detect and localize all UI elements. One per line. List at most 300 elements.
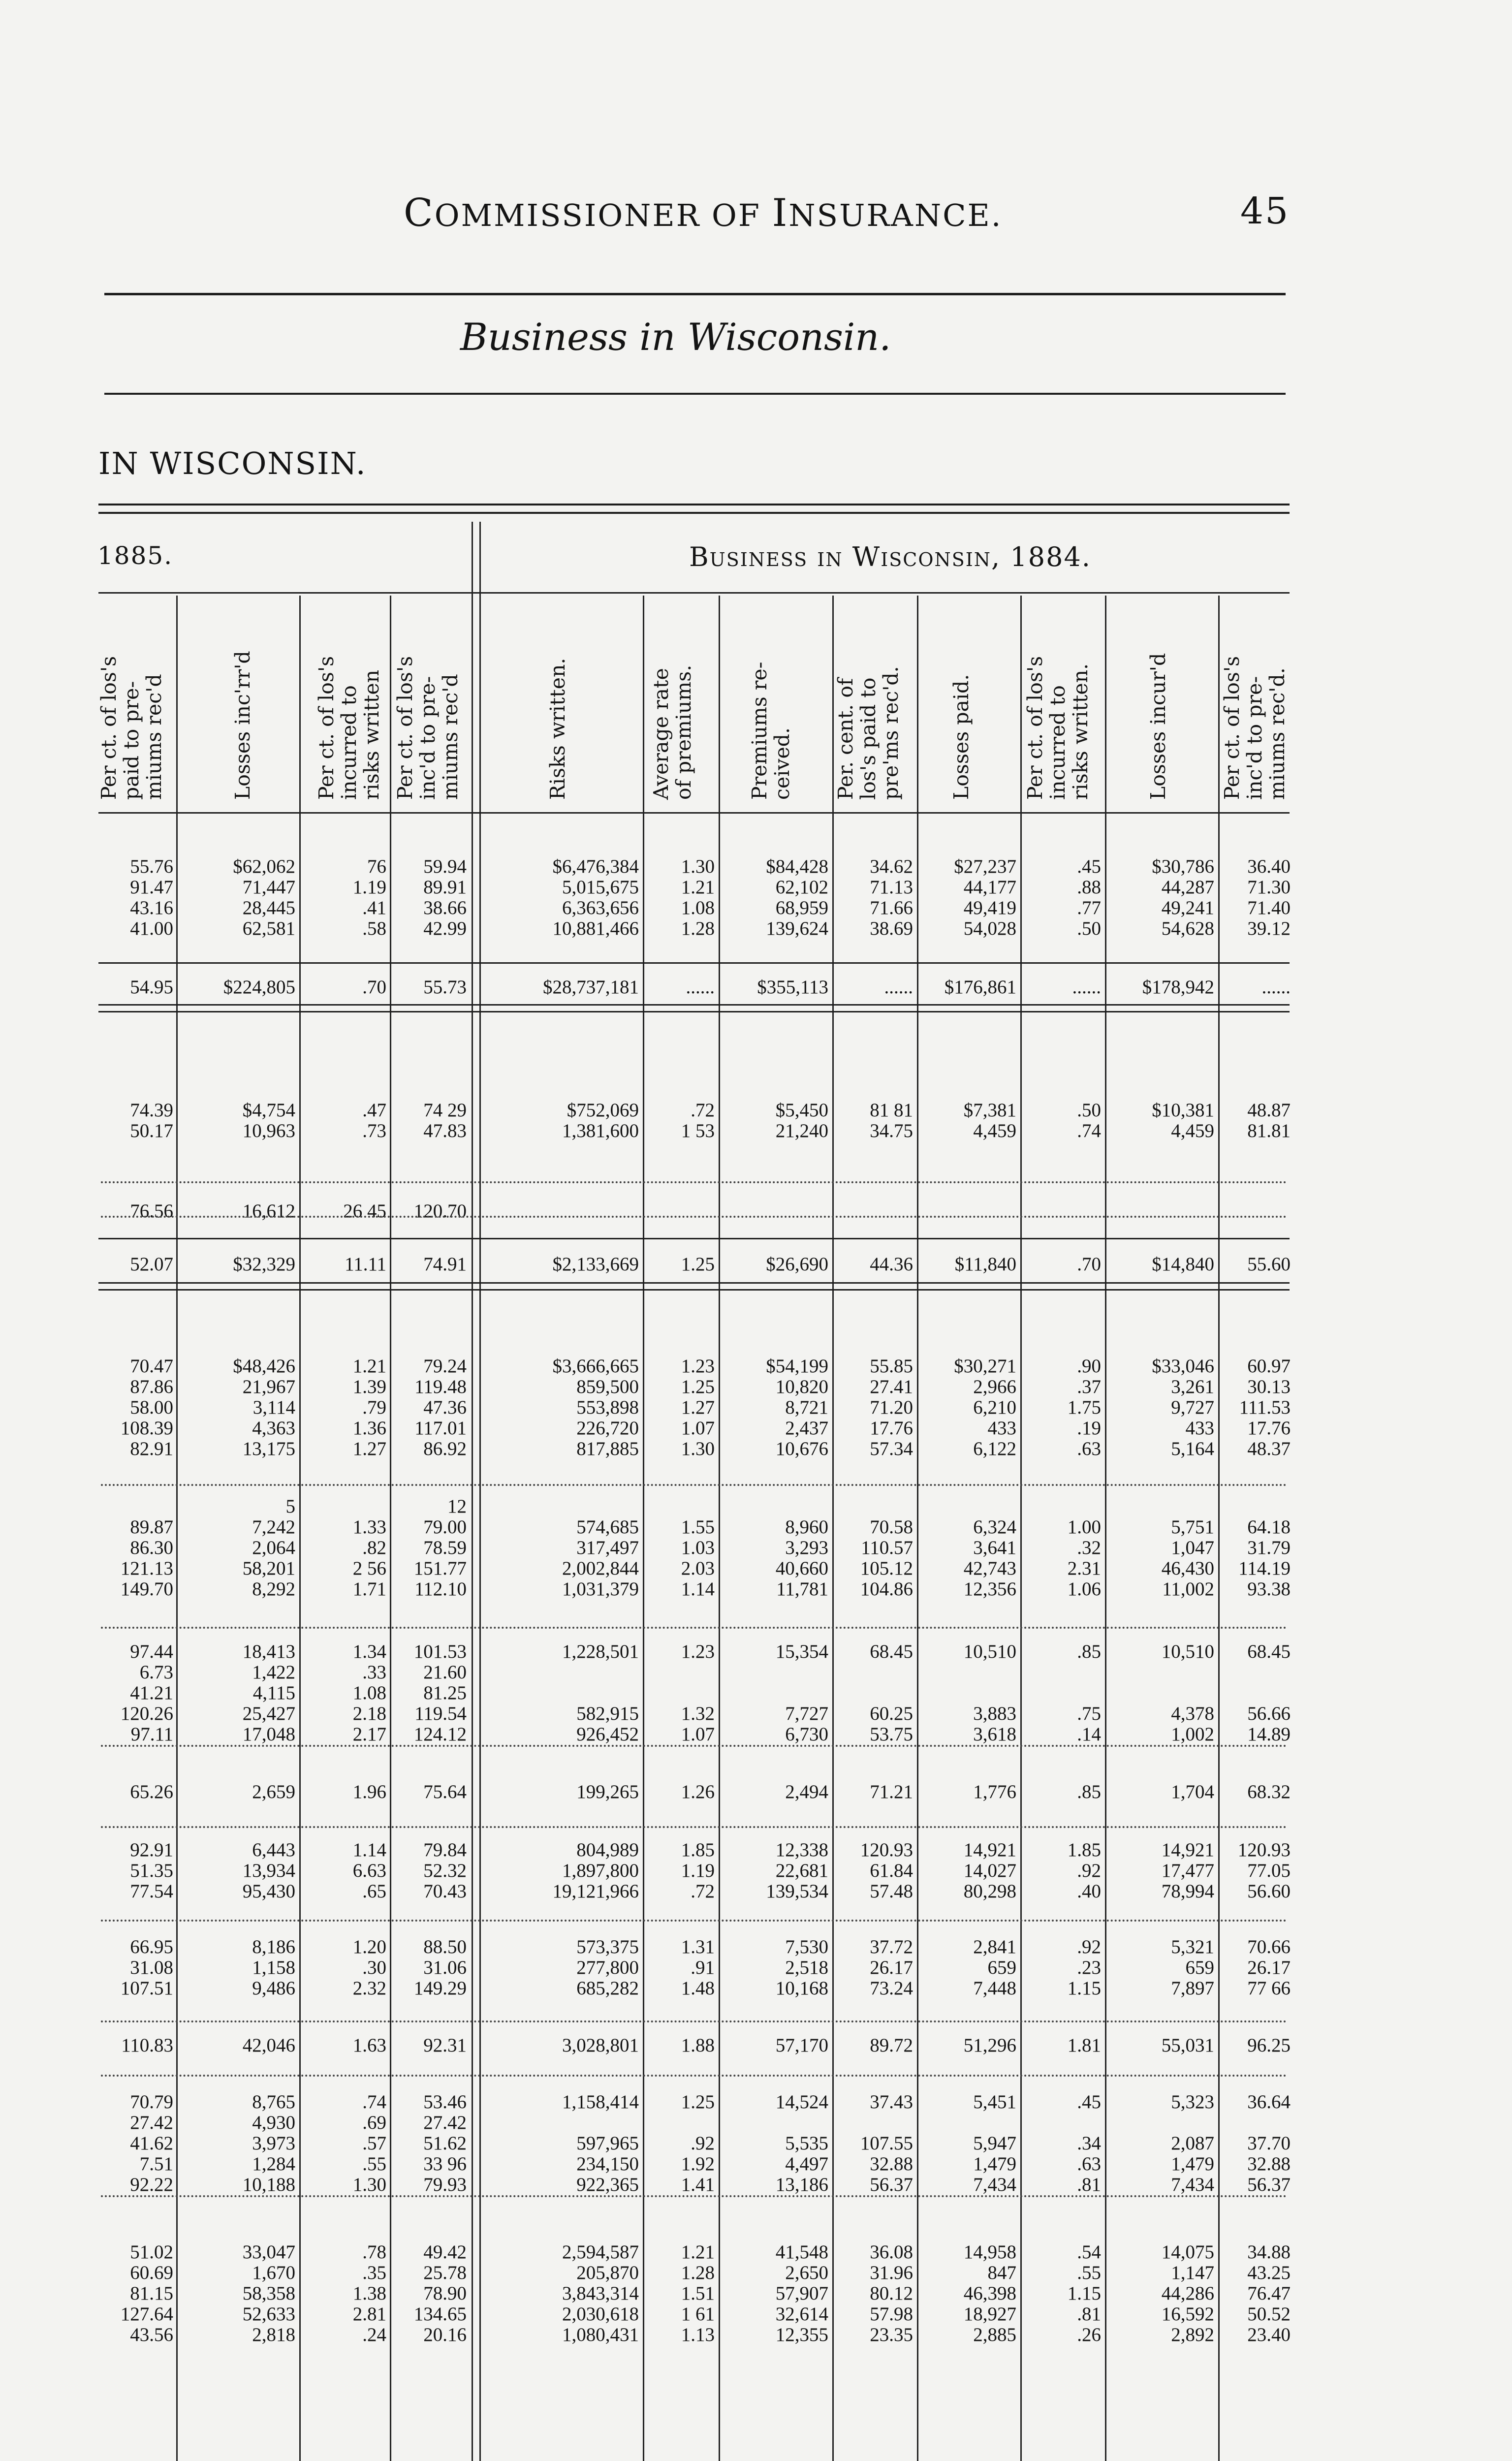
table-cell: 2,966	[973, 1376, 1016, 1397]
table-cell: 2,030,618	[562, 2303, 639, 2325]
column-header-label: Per ct. of los's incurred to risks written.	[1023, 656, 1092, 800]
table-cell: 5,164	[1171, 1438, 1214, 1459]
dotted-leader	[101, 2075, 1287, 2077]
column-header-rule	[98, 812, 1290, 814]
table-cell: 1.75	[1067, 1397, 1101, 1418]
table-cell: 20.16	[423, 2324, 467, 2345]
table-cell: 68.45	[1247, 1641, 1291, 1662]
table-cell: 234,150	[576, 2153, 639, 2175]
table-cell: 13,934	[242, 1860, 295, 1881]
section-label: IN WISCONSIN.	[98, 445, 367, 481]
table-cell: 74 29	[423, 1100, 467, 1121]
table-cell: .82	[362, 1537, 386, 1558]
table-cell: 112.10	[414, 1578, 467, 1600]
table-cell: 53.75	[870, 1724, 913, 1745]
table-cell: 574,685	[576, 1516, 639, 1538]
table-cell: 17.76	[870, 1418, 913, 1439]
table-cell: 16,592	[1161, 2303, 1214, 2325]
table-cell: 3,293	[785, 1537, 828, 1558]
table-cell: 433	[987, 1418, 1016, 1439]
table-cell: 1.21	[681, 877, 715, 898]
table-cell: 21,967	[242, 1376, 295, 1397]
table-cell: 6,122	[973, 1438, 1016, 1459]
table-cell: 1.28	[681, 918, 715, 939]
column-header-label: Per ct. of los's inc'd to pre- miums rec'd	[393, 656, 462, 800]
table-cell: 10,963	[242, 1120, 295, 1141]
table-cell: 4,115	[252, 1682, 295, 1704]
table-cell: 7,530	[785, 1936, 828, 1957]
table-cell: $355,113	[757, 977, 828, 998]
table-cell: 41,548	[775, 2241, 828, 2263]
table-cell: 89.72	[870, 2035, 913, 2056]
table-cell: 44,286	[1161, 2283, 1214, 2304]
table-cell: 7,448	[973, 1978, 1016, 1999]
table-cell: .92	[1077, 1936, 1101, 1957]
table-cell: .72	[691, 1881, 715, 1902]
table-cell: 37.70	[1247, 2133, 1291, 2154]
table-cell: 76.56	[130, 1200, 173, 1222]
table-cell: 13,186	[775, 2174, 828, 2195]
table-cell: 10,676	[775, 1438, 828, 1459]
table-cell: 54,028	[963, 918, 1016, 939]
table-cell: 2,087	[1171, 2133, 1214, 2154]
table-cell: 3,618	[973, 1724, 1016, 1745]
table-cell: 2,650	[785, 2262, 828, 2283]
table-top-rule-2	[98, 512, 1290, 514]
table-cell: .65	[362, 1881, 386, 1902]
table-cell: 4,930	[252, 2112, 295, 2133]
table-cell: 1,002	[1171, 1724, 1214, 1745]
table-cell: 2.03	[681, 1558, 715, 1579]
table-cell: 46,430	[1161, 1558, 1214, 1579]
table-cell: 111.53	[1239, 1397, 1291, 1418]
table-cell: 151.77	[413, 1558, 467, 1579]
table-cell: 14,921	[1161, 1839, 1214, 1861]
table-cell: 2,892	[1171, 2324, 1214, 2345]
table-cell: 79.93	[423, 2174, 467, 2195]
total-rule	[98, 1238, 1290, 1239]
table-cell: 36.08	[870, 2241, 913, 2263]
table-cell: 1.71	[352, 1578, 386, 1600]
total-rule	[98, 962, 1290, 964]
table-cell: 18,413	[242, 1641, 295, 1662]
table-cell: .35	[362, 2262, 386, 2283]
table-cell: 77 66	[1247, 1978, 1291, 1999]
table-cell: 6,363,656	[562, 897, 639, 918]
table-cell: $2,133,669	[552, 1254, 639, 1275]
table-cell: 1.25	[681, 1376, 715, 1397]
table-cell: $48,426	[233, 1356, 295, 1377]
table-cell: .57	[362, 2133, 386, 2154]
table-cell: 57.98	[870, 2303, 913, 2325]
table-cell: $33,046	[1152, 1356, 1214, 1377]
table-cell: 16,612	[242, 1200, 295, 1222]
table-cell: 11,781	[776, 1578, 828, 1600]
table-cell: 89.91	[423, 877, 467, 898]
column-header-label: Per. cent. of los's paid to pre'ms rec'd.	[834, 666, 903, 800]
table-cell: 553,898	[576, 1397, 639, 1418]
table-cell: 1,479	[1171, 2153, 1214, 2175]
table-cell: 70.58	[870, 1516, 913, 1538]
table-cell: $7,381	[963, 1100, 1016, 1121]
table-cell: 51.35	[130, 1860, 173, 1881]
table-cell: 1.34	[352, 1641, 386, 1662]
table-cell: 10,168	[775, 1978, 828, 1999]
table-cell: 74.39	[130, 1100, 173, 1121]
table-cell: .14	[1077, 1724, 1101, 1745]
table-cell: 92.31	[423, 2035, 467, 2056]
table-cell: 34.88	[1247, 2241, 1291, 2263]
table-cell: 1.39	[352, 1376, 386, 1397]
table-cell: 23.40	[1247, 2324, 1291, 2345]
table-cell: 36.40	[1247, 856, 1291, 877]
table-cell: 1.15	[1067, 2283, 1101, 2304]
table-cell: 14,075	[1161, 2241, 1214, 2263]
table-cell: 43.25	[1247, 2262, 1291, 2283]
table-cell: 37.43	[870, 2091, 913, 2113]
table-cell: 1.85	[1067, 1839, 1101, 1861]
table-cell: .77	[1077, 897, 1101, 918]
table-cell: 124.12	[413, 1724, 467, 1745]
table-cell: 1,670	[252, 2262, 295, 2283]
table-cell: 926,452	[576, 1724, 639, 1745]
table-cell: 47.83	[423, 1120, 467, 1141]
table-cell: 2,494	[785, 1781, 828, 1802]
table-cell: .41	[362, 897, 386, 918]
table-cell: 120.93	[1237, 1839, 1291, 1861]
total-rule	[98, 1011, 1290, 1012]
table-cell: 107.51	[120, 1978, 173, 1999]
table-cell: 3,973	[252, 2133, 295, 2154]
table-cell: 2,885	[973, 2324, 1016, 2345]
table-cell: 1,031,379	[562, 1578, 639, 1600]
table-cell: .37	[1077, 1376, 1101, 1397]
table-cell: 48.87	[1247, 1100, 1291, 1121]
table-cell: 582,915	[576, 1703, 639, 1724]
table-cell: .85	[1077, 1781, 1101, 1802]
table-cell: 75.64	[423, 1781, 467, 1802]
table-cell: 4,497	[785, 2153, 828, 2175]
table-cell: 31.06	[423, 1957, 467, 1978]
table-cell: 1.15	[1067, 1978, 1101, 1999]
table-cell: 1.25	[681, 1254, 715, 1275]
table-cell: 1.03	[681, 1537, 715, 1558]
table-cell: 71.40	[1247, 897, 1291, 918]
table-cell: .23	[1077, 1957, 1101, 1978]
table-cell: 2.31	[1067, 1558, 1101, 1579]
table-cell: 101.53	[413, 1641, 467, 1662]
table-cell: 317,497	[576, 1537, 639, 1558]
table-cell: 12,355	[775, 2324, 828, 2345]
table-cell: 81.15	[130, 2283, 173, 2304]
table-cell: 1,147	[1171, 2262, 1214, 2283]
table-cell: 7,242	[252, 1516, 295, 1538]
table-cell: 119.48	[414, 1376, 467, 1397]
table-cell: $5,450	[775, 1100, 828, 1121]
table-cell: 71.30	[1247, 877, 1291, 898]
table-cell: 199,265	[576, 1781, 639, 1802]
table-cell: 70.66	[1247, 1936, 1291, 1957]
table-cell: 51.02	[130, 2241, 173, 2263]
table-cell: 859,500	[576, 1376, 639, 1397]
dotted-leader	[101, 1920, 1287, 1922]
table-cell: 1.51	[681, 2283, 715, 2304]
table-cell: 108.39	[120, 1418, 173, 1439]
table-cell: 41.62	[130, 2133, 173, 2154]
table-cell: 1,228,501	[562, 1641, 639, 1662]
table-cell: 1.41	[681, 2174, 715, 2195]
table-cell: 5,751	[1171, 1516, 1214, 1538]
table-cell: 804,989	[576, 1839, 639, 1861]
table-cell: $54,199	[766, 1356, 828, 1377]
table-cell: 25,427	[242, 1703, 295, 1724]
table-cell: 14.89	[1247, 1724, 1291, 1745]
table-cell: 27.41	[870, 1376, 913, 1397]
table-cell: 149.70	[120, 1578, 173, 1600]
table-cell: 1.06	[1067, 1578, 1101, 1600]
table-cell: .92	[1077, 1860, 1101, 1881]
table-cell: 44,177	[963, 877, 1016, 898]
table-cell: $752,069	[567, 1100, 639, 1121]
table-cell: 120.93	[860, 1839, 913, 1861]
table-cell: $11,840	[954, 1254, 1016, 1275]
table-cell: 1.26	[681, 1781, 715, 1802]
table-cell: 14,027	[963, 1860, 1016, 1881]
table-cell: 1,158,414	[562, 2091, 639, 2113]
table-cell: 56.37	[1247, 2174, 1291, 2195]
table-cell: .81	[1077, 2303, 1101, 2325]
table-cell: $6,476,384	[552, 856, 639, 877]
table-cell: 110.57	[861, 1537, 913, 1558]
table-cell: 21,240	[775, 1120, 828, 1141]
table-cell: 51.62	[423, 2133, 467, 2154]
table-cell: 1 53	[681, 1120, 715, 1141]
table-cell: 55.85	[870, 1356, 913, 1377]
table-cell: 1.38	[352, 2283, 386, 2304]
table-cell: 78,994	[1161, 1881, 1214, 1902]
table-cell: 7,897	[1171, 1978, 1214, 1999]
table-cell: 1.30	[681, 856, 715, 877]
table-cell: 11,002	[1162, 1578, 1214, 1600]
table-cell: 2,002,844	[562, 1558, 639, 1579]
column-header-label: Per ct. of los's paid to pre- miums rec'd	[97, 656, 166, 800]
table-cell: ......	[884, 977, 913, 998]
dotted-leader	[101, 2195, 1287, 2197]
table-cell: 71.66	[870, 897, 913, 918]
table-cell: 1.13	[681, 2324, 715, 2345]
table-cell: .50	[1077, 1100, 1101, 1121]
table-cell: 2,659	[252, 1781, 295, 1802]
table-cell: 1.81	[1067, 2035, 1101, 2056]
table-cell: 66.95	[130, 1936, 173, 1957]
table-cell: 76	[367, 856, 386, 877]
table-cell: 62,581	[242, 918, 295, 939]
table-cell: 1,158	[252, 1957, 295, 1978]
table-cell: 4,459	[1171, 1120, 1214, 1141]
table-cell: 58.00	[130, 1397, 173, 1418]
table-cell: 226,720	[576, 1418, 639, 1439]
table-cell: .73	[362, 1120, 386, 1141]
table-cell: 32.88	[870, 2153, 913, 2175]
table-cell: 58,201	[242, 1558, 295, 1579]
table-cell: 6,210	[973, 1397, 1016, 1418]
table-cell: 38.69	[870, 918, 913, 939]
table-cell: $28,737,181	[543, 977, 639, 998]
table-cell: 1.21	[681, 2241, 715, 2263]
table-cell: $3,666,665	[552, 1356, 639, 1377]
table-cell: 5,535	[785, 2133, 828, 2154]
table-cell: 59.94	[423, 856, 467, 877]
table-cell: .45	[1077, 2091, 1101, 2113]
table-cell: .47	[362, 1100, 386, 1121]
table-cell: 1.19	[681, 1860, 715, 1881]
table-cell: 14,921	[963, 1839, 1016, 1861]
table-cell: 55.60	[1247, 1254, 1291, 1275]
table-cell: 5,947	[973, 2133, 1016, 2154]
table-cell: 7,727	[785, 1703, 828, 1724]
dotted-leader	[101, 1216, 1287, 1218]
table-cell: 3,028,801	[562, 2035, 639, 2056]
table-cell: 37.72	[870, 1936, 913, 1957]
table-cell: .81	[1077, 2174, 1101, 2195]
table-cell: 2,841	[973, 1936, 1016, 1957]
table-cell: 86.30	[130, 1537, 173, 1558]
table-cell: 81.81	[1247, 1120, 1291, 1141]
table-cell: 92.91	[130, 1839, 173, 1861]
table-cell: 7,434	[1171, 2174, 1214, 2195]
table-cell: .50	[1077, 918, 1101, 939]
table-cell: 1.30	[681, 1438, 715, 1459]
table-cell: 30.13	[1247, 1376, 1291, 1397]
table-cell: 3,641	[973, 1537, 1016, 1558]
table-cell: 597,965	[576, 2133, 639, 2154]
table-cell: 1.30	[352, 2174, 386, 2195]
table-cell: 1.88	[681, 2035, 715, 2056]
table-cell: 15,354	[775, 1641, 828, 1662]
table-cell: 1.14	[681, 1578, 715, 1600]
table-cell: 42.99	[423, 918, 467, 939]
table-cell: 1.23	[681, 1641, 715, 1662]
table-cell: 1.08	[352, 1682, 386, 1704]
table-cell: 53.46	[423, 2091, 467, 2113]
table-cell: 79.00	[423, 1516, 467, 1538]
table-cell: 277,800	[576, 1957, 639, 1978]
subtitle-rule	[104, 393, 1286, 395]
table-cell: 4,363	[252, 1418, 295, 1439]
table-cell: 57.34	[870, 1438, 913, 1459]
table-cell: 58,358	[242, 2283, 295, 2304]
table-cell: 61.84	[870, 1860, 913, 1881]
table-cell: 659	[987, 1957, 1016, 1978]
table-cell: 1,284	[252, 2153, 295, 2175]
table-cell: 70.47	[130, 1356, 173, 1377]
table-cell: 40,660	[775, 1558, 828, 1579]
table-cell: 3,114	[252, 1397, 295, 1418]
table-cell: 68,959	[775, 897, 828, 918]
table-cell: 2 56	[352, 1558, 386, 1579]
column-header-label: Losses incur'd	[1146, 653, 1170, 800]
table-cell: $10,381	[1152, 1100, 1214, 1121]
table-cell: .40	[1077, 1881, 1101, 1902]
table-cell: .34	[1077, 2133, 1101, 2154]
table-cell: 139,624	[766, 918, 828, 939]
table-cell: 89.87	[130, 1516, 173, 1538]
table-cell: .26	[1077, 2324, 1101, 2345]
table-cell: 1,422	[252, 1662, 295, 1683]
table-cell: 79.24	[423, 1356, 467, 1377]
table-cell: 3,883	[973, 1703, 1016, 1724]
table-cell: 5,015,675	[562, 877, 639, 898]
page-number: 45	[1240, 190, 1290, 232]
table-cell: 21.60	[423, 1662, 467, 1683]
table-cell: 57.48	[870, 1881, 913, 1902]
dotted-leader	[101, 1826, 1287, 1828]
table-cell: 81 81	[870, 1100, 913, 1121]
table-cell: 52,633	[242, 2303, 295, 2325]
table-cell: 50.17	[130, 1120, 173, 1141]
table-cell: 60.25	[870, 1703, 913, 1724]
table-cell: .70	[362, 977, 386, 998]
table-cell: 1.48	[681, 1978, 715, 1999]
table-cell: 26.17	[1247, 1957, 1291, 1978]
column-header-label: Losses paid.	[949, 674, 973, 800]
table-cell: 11.11	[345, 1254, 386, 1275]
table-cell: 2.18	[352, 1703, 386, 1724]
table-cell: 1.28	[681, 2262, 715, 2283]
table-cell: .79	[362, 1397, 386, 1418]
table-cell: .75	[1077, 1703, 1101, 1724]
table-cell: 91.47	[130, 877, 173, 898]
table-cell: 1.32	[681, 1703, 715, 1724]
table-cell: 70.79	[130, 2091, 173, 2113]
table-cell: .55	[1077, 2262, 1101, 2283]
table-cell: 1.21	[352, 1356, 386, 1377]
table-cell: $30,786	[1152, 856, 1214, 877]
table-cell: 36.64	[1247, 2091, 1291, 2113]
table-cell: 12	[447, 1496, 467, 1517]
table-cell: 60.69	[130, 2262, 173, 2283]
table-cell: 2.81	[352, 2303, 386, 2325]
dotted-leader	[101, 1181, 1287, 1183]
table-cell: 7,434	[973, 2174, 1016, 2195]
table-cell: 50.52	[1247, 2303, 1291, 2325]
table-cell: 1,704	[1171, 1781, 1214, 1802]
table-cell: 12,356	[963, 1578, 1016, 1600]
table-cell: 10,188	[242, 2174, 295, 2195]
table-cell: 1,047	[1171, 1537, 1214, 1558]
table-cell: 1.27	[352, 1438, 386, 1459]
table-cell: 149.29	[413, 1978, 467, 1999]
table-cell: 1.07	[681, 1724, 715, 1745]
table-cell: 70.43	[423, 1881, 467, 1902]
table-cell: 27.42	[130, 2112, 173, 2133]
table-cell: 87.86	[130, 1376, 173, 1397]
table-cell: 48.37	[1247, 1438, 1291, 1459]
table-cell: 80,298	[963, 1881, 1016, 1902]
table-cell: .63	[1077, 1438, 1101, 1459]
table-cell: 10,510	[1161, 1641, 1214, 1662]
table-cell: 3,843,314	[562, 2283, 639, 2304]
left-group-title: 1885.	[97, 541, 173, 570]
table-cell: 97.11	[130, 1724, 173, 1745]
table-cell: 77.54	[130, 1881, 173, 1902]
table-cell: 7.51	[139, 2153, 173, 2175]
dotted-leader	[101, 1484, 1287, 1486]
table-top-rule-1	[98, 504, 1290, 505]
table-cell: 117.01	[414, 1418, 467, 1439]
table-cell: 62,102	[775, 877, 828, 898]
table-cell: .72	[691, 1100, 715, 1121]
